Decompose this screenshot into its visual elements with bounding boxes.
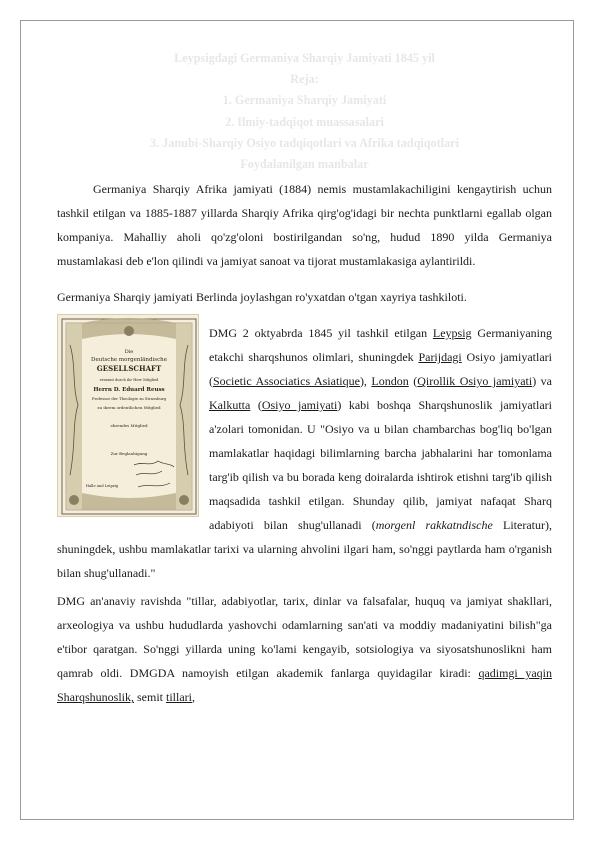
plan-heading: Reja: (290, 72, 319, 87)
paragraph-1: Germaniya Sharqiy Afrika jamiyati (1884) nemis mustamlakachiligini kengaytirish uchun tashkil etilgan va 1885-1887 yillarda Sharqiy Afrika qirg'og'idagi bir nechta punktlarni egallab olgan kompaniya. Mahalliy aholi qo'zg'oloni bostirilgandan so'ng, hudud 1890 yilda Germaniya mustamlakasi deb e'lon qilindi va jamiyat sanoat va tijorat mustamlakasiga aylantirildi. (57, 182, 552, 269)
cert-line-5: Herrn D. Eduard Reuss (93, 387, 165, 394)
cert-line-3: GESELLSCHAFT (96, 364, 162, 374)
cert-line-9: ehrendes Mitglied (110, 423, 148, 429)
cert-line-6: Professor der Theologie zu Strassburg (91, 396, 167, 402)
document-title: Leypsigdagi Germaniya Sharqiy Jamiyati 1845 yil (174, 51, 435, 65)
document-body (57, 48, 552, 709)
certificate-image (57, 314, 199, 517)
link-ancient-near-east[interactable]: qadimgi yaqin Sharqshunoslik, (57, 666, 552, 705)
link-languages[interactable]: tillari (166, 690, 193, 705)
plan-item-2: 2. Ilmiy-tadqiqot muassasalari (225, 114, 384, 129)
paragraph-4: DMG an'anaviy ravishda "tillar, adabiyotlar, tarix, dinlar va falsafalar, huquq va jamiyat shakllari, arxeologiya va ushbu hududlarda yashovchi odamlarning san'ati va moddiy madaniyatini bilish"ga e'tibor qaratgan. So'nggi yillarda uning ko'lami kengayib, sotsiologiya va siyosatshunoslikni ham qamrab oldi. DMGDA namoyish etilgan akademik fanlarga quyidagilar kiradi: qadimgi yaqin Sharqshunoslik, semit tillari, (57, 594, 552, 705)
cert-line-2: Deutsche morgenländische (91, 357, 167, 364)
link-calcutta[interactable]: Kalkutta (209, 398, 251, 413)
plan-item-1: 1. Germaniya Sharqiy Jamiyati (222, 93, 387, 108)
link-societe-asiatique[interactable]: Societic Associatics Asiatique (213, 374, 360, 389)
cert-line-11: Zur Beglaubigung (110, 451, 148, 457)
cert-line-13: Halle und Leipzig (85, 484, 119, 489)
paragraph-3: DMG 2 oktyabrda 1845 yil tashkil etilgan Leypsig Germaniyaning etakchi sharqshunos olimlari, shuningdek Parijdagi Osiyo jamiyatlari (Societic Associatics Asiatique), London (Qirollik Osiyo jamiyati) va Kalkutta (Osiyo jamiyati) kabi boshqa Sharqshunoslik jamiyatlari a'zolari tomonidan. U "Osiyo va u bilan chambarchas bog'liq bo'lgan mamlakatlar haqidagi bilimlarning barcha jabhalarini har tomonlama targ'ib qilish va bu borada keng doiralarda ishtirok etishni targ'ib qilish maqsadida tashkil etilgan. Shunday qilib, jamiyat nafaqat Sharq adabiyoti bilan shug'ullanadi (morgenl rakkatndische Literatur), shuningdek, ushbu mamlakatlar tarixi va ularning ahvolini ilgari ham, so'nggi paytlarda ham o'rganish bilan shug'ullanadi." (57, 326, 553, 581)
certificate-illustration (58, 315, 199, 517)
cert-line-1: Die (124, 349, 134, 356)
plan-item-3: 3. Janubi-Sharqiy Osiyo tadqiqotlari va Afrika tadqiqotlari (150, 135, 459, 150)
link-royal-asiatic-society[interactable]: Qirollik Osiyo jamiyati (417, 374, 533, 389)
link-london[interactable]: London (371, 374, 409, 389)
paragraph-2: Germaniya Sharqiy jamiyati Berlinda joylashgan ro'yxatdan o'tgan xayriya tashkiloti. (57, 290, 467, 305)
sources-heading: Foydalanilgan manbalar (240, 157, 369, 172)
link-leipzig[interactable]: Leypsig (432, 326, 472, 341)
link-paris[interactable]: Parijdagi (418, 350, 462, 365)
cert-line-4: ernennt durch ihr Herr Mitglied (99, 378, 159, 383)
cert-line-7: zu ihrem ordentlichen Mitglied (97, 405, 161, 411)
link-asiatic-society[interactable]: Osiyo jamiyati (261, 398, 338, 413)
